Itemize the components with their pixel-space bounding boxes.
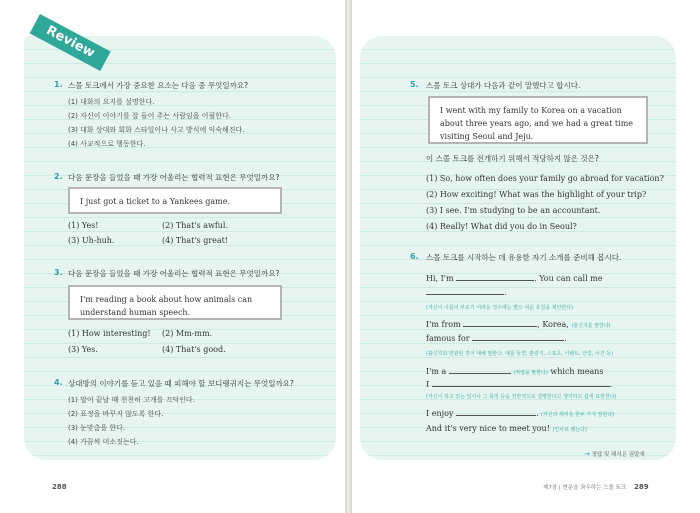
q4-option-2: (2) 표정을 바꾸지 않도록 한다.	[68, 410, 164, 418]
q4-option-3: (3) 눈맞춤을 한다.	[68, 424, 126, 432]
q3-option-2: (2) Mm-mm.	[162, 329, 213, 338]
intro-im-from: I'm from	[426, 320, 461, 329]
nickname-blank[interactable]	[426, 286, 504, 295]
q5-subquestion: 이 스몰 토크를 전개하기 위해서 적당하지 않은 것은?	[426, 154, 599, 163]
q3-option-4: (4) That's good.	[162, 345, 226, 354]
q1-option-1: (1) 대화의 요지를 설명한다.	[68, 98, 155, 106]
q5-option-2: (2) How exciting! What was the highlight of your trip?	[426, 190, 647, 199]
q2-text: 다음 문장을 들었을 때 가장 어울리는 협력적 표현은 무엇일까요?	[68, 173, 280, 182]
hint-hobby: (자신의 취미를 한두 가지 말한다)	[541, 412, 615, 418]
q2-option-3: (3) Uh-huh.	[68, 236, 115, 245]
q1-number: 1.	[54, 80, 63, 89]
q5-text: 스몰 토크 상대가 다음과 같이 말했다고 합시다.	[426, 81, 581, 90]
q3-text: 다음 문장을 들었을 때 가장 어울리는 협력적 표현은 무엇일까요?	[68, 269, 280, 278]
left-page-number: 288	[52, 483, 67, 491]
hint-famous: (출신지와 연관된 것이 대해 말한다. 예를 들면, 관광지, 스포츠, 이벤트, 산업, 사건 등)	[426, 351, 614, 357]
job-desc-period: .	[609, 380, 613, 389]
q2-number: 2.	[54, 172, 63, 181]
q6-text: 스몰 토크를 시작하는 데 유용한 자기 소개를 준비해 봅시다.	[426, 253, 622, 262]
q5-option-4: (4) Really! What did you do in Seoul?	[426, 222, 577, 231]
q4-text: 상대방의 이야기를 듣고 있음 때 피해야 할 보디랭귀지는 무엇일까요?	[68, 379, 294, 388]
q5-option-1: (1) So, how often does your family go abroad for vacation?	[426, 174, 664, 183]
hobby-period: .	[535, 409, 539, 418]
intro-which-means: which means	[550, 367, 604, 376]
intro-line-famous	[426, 332, 567, 343]
hint-job-desc: (자신이 하고 있는 일이나 그 목적 등을 전반적으로 설명한다고 생각하고 쉽게 표현한다)	[426, 394, 617, 400]
q2-option-2: (2) That's awful.	[162, 221, 229, 230]
q1-text: 스몰 토크에서 가장 중요한 요소는 다음 중 무엇일까요?	[68, 81, 249, 90]
intro-nice-to-meet: And it's very nice to meet you!	[426, 424, 550, 433]
answer-note-text: 정답 및 해석은 권말에	[591, 452, 645, 458]
review-tab: Review	[30, 14, 111, 71]
q3-quote-box: I'm reading a book about how animals can understand human speech.	[68, 285, 282, 320]
q5-quote-box: I went with my family to Korea on a vacation about three years ago, and we had a great time visiting Seoul and Jeju.	[428, 96, 648, 144]
q4-number: 4.	[54, 378, 63, 387]
arrow-right-icon: →	[584, 450, 590, 458]
q1-option-2: (2) 자신이 이야기를 잘 들어 주는 사람임을 어필한다.	[68, 112, 231, 120]
q2-quote-box: I just got a ticket to a Yankees game.	[68, 187, 282, 214]
q3-number: 3.	[54, 268, 63, 277]
right-page-number: 289	[634, 483, 649, 491]
q5-number: 5.	[410, 80, 419, 89]
q5-option-3: (3) I see. I'm studying to be an accountant.	[426, 206, 601, 215]
chapter-title: 제7장 | 현운을 좌우하는 스몰 토크	[543, 485, 627, 491]
intro-hi-im: Hi, I'm	[426, 274, 454, 283]
intro-line-name	[426, 272, 602, 283]
hint-job: (직업을 말한다)	[513, 370, 548, 376]
intro-korea: , Korea,	[537, 320, 569, 329]
q4-option-1: (1) 말이 끝날 때 천천히 고개를 끄덕인다.	[68, 396, 195, 404]
famous-for-blank[interactable]	[472, 332, 564, 341]
answer-note	[584, 450, 645, 458]
hint-hometown: (출신지를 말한다)	[571, 323, 611, 329]
q1-option-3: (3) 대화 상대와 회화 스타일이나 사고 방식에 익숙해진다.	[68, 126, 245, 134]
famous-period: .	[564, 334, 567, 343]
intro-line-hobby	[426, 407, 614, 418]
intro-i-enjoy: I enjoy	[426, 409, 454, 418]
hint-name: (자신이 이름이 부르기 어려운 경우에는 별으 쉬운 호칭을 제안한다)	[426, 305, 574, 311]
q4-option-4: (4) 가끔씩 미소짓는다.	[68, 438, 139, 446]
intro-line-job-desc	[426, 378, 612, 389]
name-blank[interactable]	[456, 272, 534, 281]
intro-line-closing	[426, 424, 587, 433]
hobby-blank[interactable]	[456, 407, 536, 416]
nickname-period: .	[504, 288, 507, 297]
hint-closing: (인사로 맺는다)	[552, 427, 587, 433]
job-description-blank[interactable]	[432, 378, 610, 387]
intro-im-a: I'm a	[426, 367, 447, 376]
intro-line-job	[426, 365, 603, 376]
intro-call-me: . You can call me	[534, 274, 603, 283]
q3-option-1: (1) How interesting!	[68, 329, 151, 338]
q3-option-3: (3) Yes.	[68, 345, 98, 354]
book-gutter	[345, 0, 352, 513]
intro-line-nickname	[426, 286, 507, 297]
hometown-blank[interactable]	[463, 318, 537, 327]
q1-option-4: (4) 사교적으로 행동한다.	[68, 140, 146, 148]
intro-famous-for: famous for	[426, 334, 470, 343]
q2-option-1: (1) Yes!	[68, 221, 99, 230]
intro-line-from	[426, 318, 611, 329]
q6-number: 6.	[410, 252, 419, 261]
q2-option-4: (4) That's great!	[162, 236, 229, 245]
intro-i: I	[426, 380, 430, 389]
job-blank[interactable]	[449, 365, 511, 374]
